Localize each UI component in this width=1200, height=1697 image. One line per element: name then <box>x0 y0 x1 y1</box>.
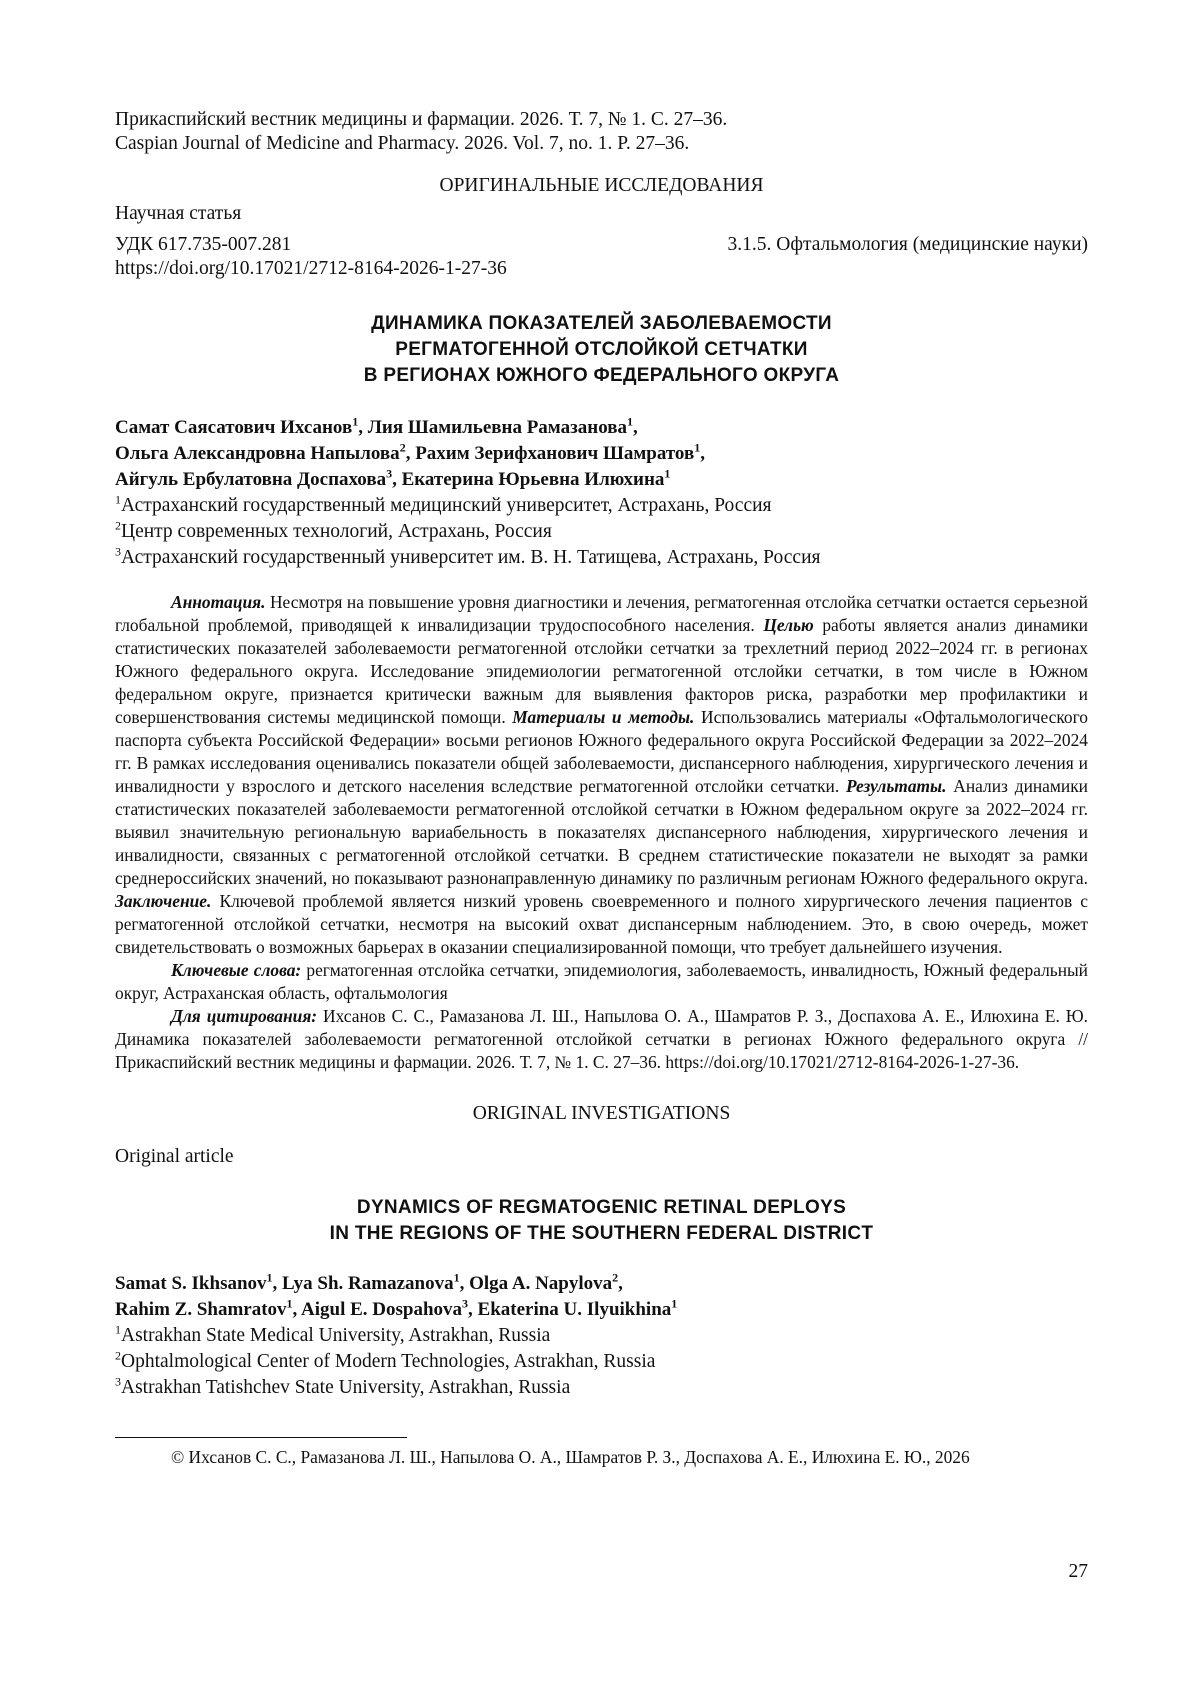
author-affil-mark: 1 <box>266 1270 273 1285</box>
authors-en: Samat S. Ikhsanov$^1$, Lya Sh. Ramazanova$^1$, Olga A. Napylova$^2$, Rahim Z. Shamratov$^1$, Aigul E. Dospahova$^3$, Ekaterina U. Ilyuikhina$^1$ <box>115 1270 678 1320</box>
author-name: Екатерина Юрьевна Илюхина <box>401 469 665 490</box>
affiliations-en <box>115 1323 1088 1401</box>
author-name: Ekaterina U. Ilyuikhina <box>477 1299 672 1320</box>
author-affil-mark: 2 <box>612 1270 619 1285</box>
conclusion-label: Заключение. <box>115 891 212 911</box>
author-affil-mark: 1 <box>627 414 633 429</box>
affiliation: $^1$Astrakhan State Medical University, Astrakhan, Russia <box>115 1322 551 1346</box>
author-affil-mark: 3 <box>386 466 393 481</box>
title-ru-line: В РЕГИОНАХ ЮЖНОГО ФЕДЕРАЛЬНОГО ОКРУГА <box>363 365 840 386</box>
author-affil-mark: 1 <box>453 1270 460 1285</box>
section-heading-ru: ОРИГИНАЛЬНЫЕ ИССЛЕДОВАНИЯ <box>439 175 764 196</box>
author-affil-mark: 1 <box>664 466 671 481</box>
affiliation: $^2$Центр современных технологий, Астрахань, Россия <box>115 518 552 542</box>
keywords-label: Ключевые слова: <box>171 960 302 980</box>
methods-label: Материалы и методы. <box>512 707 695 727</box>
article-title-en <box>115 1195 1088 1247</box>
udk-row <box>115 232 1088 257</box>
footnote-divider <box>115 1437 407 1438</box>
article-type-en: Original article <box>115 1146 234 1167</box>
aim-label: Целью <box>763 615 814 635</box>
article-page <box>115 108 1088 1469</box>
title-en-line: IN THE REGIONS OF THE SOUTHERN FEDERAL DISTRICT <box>329 1223 874 1244</box>
author-name: Aigul E. Dospahova <box>301 1299 463 1320</box>
title-ru-line: ДИНАМИКА ПОКАЗАТЕЛЕЙ ЗАБОЛЕВАЕМОСТИ <box>371 313 832 334</box>
specialty-code: 3.1.5. Офтальмология (медицинские науки) <box>727 234 1088 255</box>
page-number: 27 <box>1068 1561 1088 1582</box>
author-name: Samat S. Ikhsanov <box>115 1273 267 1294</box>
affiliation: $^1$Астраханский государственный медицинский университет, Астрахань, Россия <box>115 492 772 516</box>
article-type-ru: Научная статья <box>115 203 242 224</box>
affiliation: $^3$Астраханский государственный университет им. В. Н. Татищева, Астрахань, Россия <box>115 544 821 568</box>
author-affil-mark: 1 <box>671 1296 678 1311</box>
results-label: Результаты. <box>846 776 947 796</box>
doi-link[interactable]: https://doi.org/10.17021/2712-8164-2026-1-27-36 <box>115 258 507 279</box>
author-name: Lya Sh. Ramazanova <box>282 1273 454 1294</box>
affiliation: $^2$Ophtalmological Center of Modern Technologies, Astrakhan, Russia <box>115 1348 656 1372</box>
citation-paragraph: Для цитирования: Ихсанов С. С., Рамазанова Л. Ш., Напылова О. А., Шамратов Р. З., Доспахова А. Е., Илюхина Е. Ю. Динамика показателей заболеваемости регматогенной отслойкой сетчатки в регионах Южного федерального округа // Прикаспийский вестник медицины и фармации. 2026. Т. 7, № 1. С. 27–36. https://doi.org/10.17021/2712-8164-2026-1-27-36. <box>115 1006 1088 1072</box>
author-name: Лия Шамильевна Рамазанова <box>367 417 627 438</box>
udk-code: УДК 617.735-007.281 <box>115 234 292 255</box>
citation-label: Для цитирования: <box>171 1006 318 1026</box>
authors-ru: Самат Саясатович Ихсанов$^1$, Лия Шамильевна Рамазанова$^1$, Ольга Александровна Напылова$^2$, Рахим Зерифханович Шамратов$^1$, Айгуль Ербулатовна Доспахова$^3$, Екатерина Юрьевна Илюхина$^1$ <box>115 414 705 490</box>
author-affil-mark: 2 <box>399 440 406 455</box>
affiliation: $^3$Astrakhan Tatishchev State University, Astrakhan, Russia <box>115 1374 571 1398</box>
affiliations-ru <box>115 493 1088 571</box>
author-affil-mark: 1 <box>286 1296 293 1311</box>
copyright-footnote: © Ихсанов С. С., Рамазанова Л. Ш., Напылова О. А., Шамратов Р. З., Доспахова А. Е., Илюхина Е. Ю., 2026 <box>171 1447 970 1467</box>
abstract-label: Аннотация. <box>171 592 266 612</box>
journal-citation-ru: Прикаспийский вестник медицины и фармации. 2026. Т. 7, № 1. С. 27–36. <box>115 109 728 130</box>
journal-citation-en: Caspian Journal of Medicine and Pharmacy. 2026. Vol. 7, no. 1. P. 27–36. <box>115 133 690 154</box>
author-name: Айгуль Ербулатовна Доспахова <box>115 469 387 490</box>
section-heading-en: ORIGINAL INVESTIGATIONS <box>472 1103 731 1124</box>
author-affil-mark: 1 <box>352 414 359 429</box>
abstract-block <box>115 591 1088 1074</box>
author-affil-mark: 1 <box>694 440 701 455</box>
author-affil-mark: 3 <box>462 1296 469 1311</box>
title-en-line: DYNAMICS OF REGMATOGENIC RETINAL DEPLOYS <box>356 1197 847 1218</box>
author-name: Самат Саясатович Ихсанов <box>115 417 353 438</box>
article-title-ru <box>115 311 1088 389</box>
author-name: Ольга Александровна Напылова <box>115 443 400 464</box>
author-name: Olga A. Napylova <box>469 1273 613 1294</box>
keywords-paragraph: Ключевые слова: регматогенная отслойка сетчатки, эпидемиология, заболеваемость, инвалидность, Южный федеральный округ, Астраханская область, офтальмология <box>115 960 1088 1003</box>
author-name: Рахим Зерифханович Шамратов <box>415 443 695 464</box>
author-name: Rahim Z. Shamratov <box>115 1299 287 1320</box>
title-ru-line: РЕГМАТОГЕННОЙ ОТСЛОЙКОЙ СЕТЧАТКИ <box>395 339 808 360</box>
abstract-paragraph: Аннотация. Несмотря на повышение уровня диагностики и лечения, регматогенная отслойка сетчатки остается серьезной глобальной проблемой, приводящей к инвалидизации трудоспособного населения. Целью работы является анализ динамики статистических показателей заболеваемости регматогенной отслойки сетчатки за трехлетний период 2022–2024 гг. в регионах Южного федерального округа. Исследование эпидемиологии регматогенной отслойки сетчатки, в том числе в Южном федеральном округе, признается критически важным для выявления факторов риска, разработки мер профилактики и совершенствования системы медицинской помощи. Материалы и методы. Использовались материалы «Офтальмологического паспорта субъекта Российской Федерации» восьми регионов Южного федерального округа Российской Федерации за 2022–2024 гг. В рамках исследования оценивались показатели общей заболеваемости, диспансерного наблюдения, хирургического лечения и инвалидности у взрослого и детского населения вследствие регматогенной отслойки сетчатки. Результаты. Анализ динамики статистических показателей заболеваемости регматогенной отслойкой сетчатки в Южном федеральном округе за 2022–2024 гг. выявил значительную региональную вариабельность в показателях диспансерного наблюдения, хирургического лечения и инвалидности, связанных с регматогенной отслойкой сетчатки. В среднем статистические показатели не выходят за рамки среднероссийских значений, но показывают разнонаправленную динамику по различным регионам Южного федерального округа. Заключение. Ключевой проблемой является низкий уровень своевременного и полного хирургического лечения пациентов с регматогенной отслойкой сетчатки, несмотря на высокий охват диспансерным наблюдением. Это, в свою очередь, может свидетельствовать о возможных барьерах в оказании специализированной помощи, что требует дальнейшего изучения. <box>115 592 1088 957</box>
